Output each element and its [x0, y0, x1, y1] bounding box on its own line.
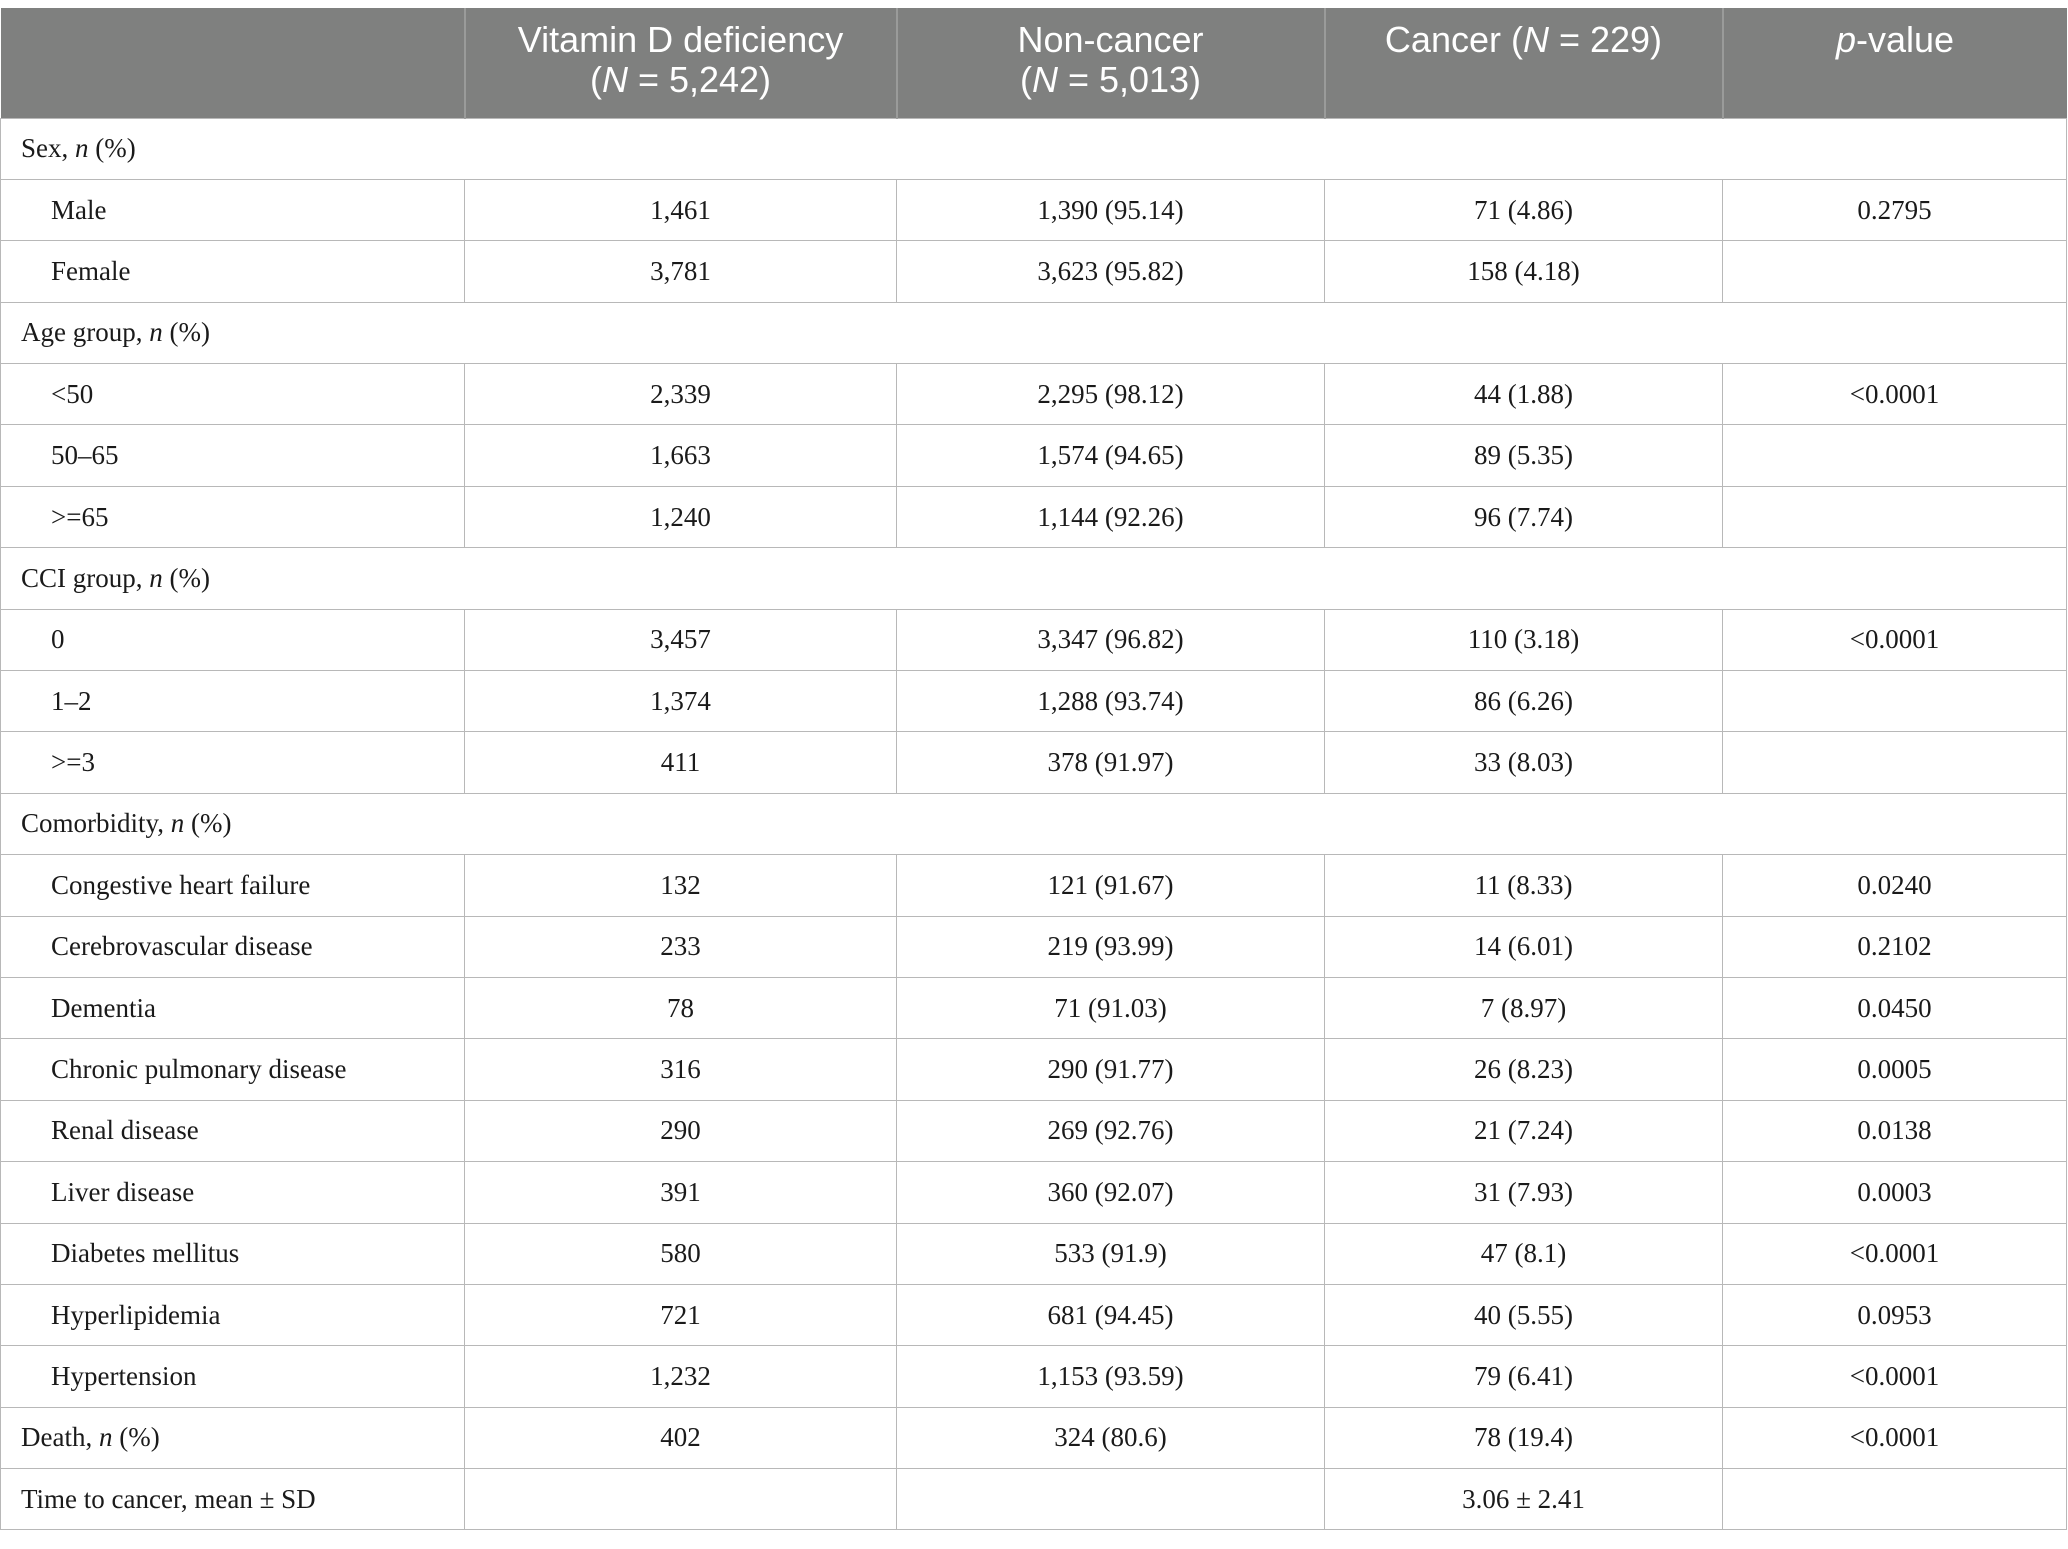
paren: ( — [589, 59, 602, 100]
cell-cancer: 3.06 ± 2.41 — [1325, 1469, 1723, 1530]
cell-cancer: 78 (19.4) — [1325, 1407, 1723, 1468]
n-symbol: n — [170, 808, 185, 839]
cell-non-cancer: 269 (92.76) — [897, 1100, 1325, 1161]
header-vitamin-d-n — [476, 60, 886, 100]
baseline-characteristics-table — [0, 8, 2067, 1530]
cell-non-cancer: 1,144 (92.26) — [897, 486, 1325, 547]
cell-non-cancer: 533 (91.9) — [897, 1223, 1325, 1284]
cell-cancer: 86 (6.26) — [1325, 671, 1723, 732]
section-label — [1, 793, 2067, 854]
header-p-value — [1723, 8, 2067, 118]
cell-cancer: 21 (7.24) — [1325, 1100, 1723, 1161]
table-row — [1, 364, 2067, 425]
cell-cancer: 7 (8.97) — [1325, 977, 1723, 1038]
row-label: Hypertension — [1, 1346, 465, 1407]
n-value: = 229) — [1548, 19, 1663, 60]
cell-vitamin-d: 2,339 — [465, 364, 897, 425]
row-death — [1, 1407, 2067, 1468]
pct-text: (%) — [88, 133, 136, 164]
section-sex — [1, 118, 2067, 179]
cell-non-cancer: 378 (91.97) — [897, 732, 1325, 793]
table-row — [1, 855, 2067, 916]
table-row — [1, 486, 2067, 547]
section-label — [1, 302, 2067, 363]
row-label: >=65 — [1, 486, 465, 547]
cell-vitamin-d: 3,781 — [465, 241, 897, 302]
cell-non-cancer: 3,623 (95.82) — [897, 241, 1325, 302]
table-row — [1, 179, 2067, 240]
label-text: Sex, — [21, 133, 75, 164]
cell-vitamin-d: 132 — [465, 855, 897, 916]
row-label: Congestive heart failure — [1, 855, 465, 916]
header-non-cancer-title: Non-cancer — [1017, 19, 1204, 60]
cell-p-value: 0.0005 — [1723, 1039, 2067, 1100]
cell-p-value: <0.0001 — [1723, 364, 2067, 425]
label-text: Age group, — [21, 317, 150, 348]
cell-p-value: <0.0001 — [1723, 1223, 2067, 1284]
table-row — [1, 241, 2067, 302]
cell-p-value — [1723, 671, 2067, 732]
cell-p-value: 0.2102 — [1723, 916, 2067, 977]
section-label — [1, 118, 2067, 179]
header-cancer-title: Cancer ( — [1384, 19, 1523, 60]
paren: ( — [1019, 59, 1032, 100]
cell-non-cancer: 360 (92.07) — [897, 1162, 1325, 1223]
header-non-cancer-n — [908, 60, 1314, 100]
cell-cancer: 158 (4.18) — [1325, 241, 1723, 302]
table-row — [1, 916, 2067, 977]
n-symbol: n — [149, 562, 163, 593]
cell-p-value — [1723, 1469, 2067, 1530]
label-text: Comorbidity, — [21, 808, 171, 839]
row-label: Female — [1, 241, 465, 302]
row-label: <50 — [1, 364, 465, 425]
section-label — [1, 548, 2067, 609]
cell-non-cancer: 71 (91.03) — [897, 977, 1325, 1038]
table-row — [1, 1162, 2067, 1223]
pct-text: (%) — [162, 562, 210, 593]
table-row — [1, 1223, 2067, 1284]
cell-p-value: 0.2795 — [1723, 179, 2067, 240]
cell-non-cancer: 2,295 (98.12) — [897, 364, 1325, 425]
header-row — [1, 8, 2067, 118]
row-label: >=3 — [1, 732, 465, 793]
row-label: Time to cancer, mean ± SD — [1, 1469, 465, 1530]
cell-cancer: 110 (3.18) — [1325, 609, 1723, 670]
n-symbol: n — [75, 133, 89, 164]
cell-non-cancer: 290 (91.77) — [897, 1039, 1325, 1100]
row-label: Diabetes mellitus — [1, 1223, 465, 1284]
header-vitamin-d — [465, 8, 897, 118]
cell-non-cancer: 1,574 (94.65) — [897, 425, 1325, 486]
cell-vitamin-d: 1,232 — [465, 1346, 897, 1407]
cell-p-value — [1723, 486, 2067, 547]
cell-cancer: 47 (8.1) — [1325, 1223, 1723, 1284]
cell-cancer: 31 (7.93) — [1325, 1162, 1723, 1223]
pct-text: (%) — [112, 1422, 160, 1453]
n-symbol: n — [98, 1422, 113, 1453]
row-label — [1, 1407, 465, 1468]
header-cancer — [1325, 8, 1723, 118]
section-age-group — [1, 302, 2067, 363]
cell-vitamin-d: 290 — [465, 1100, 897, 1161]
table-header — [1, 8, 2067, 118]
section-cci-group — [1, 548, 2067, 609]
cell-non-cancer: 1,153 (93.59) — [897, 1346, 1325, 1407]
cell-p-value: 0.0450 — [1723, 977, 2067, 1038]
cell-vitamin-d: 1,461 — [465, 179, 897, 240]
pct-text: (%) — [184, 808, 232, 839]
table-body — [1, 118, 2067, 1530]
table-row — [1, 1100, 2067, 1161]
cell-cancer: 71 (4.86) — [1325, 179, 1723, 240]
table-row — [1, 425, 2067, 486]
cell-cancer: 96 (7.74) — [1325, 486, 1723, 547]
cell-non-cancer: 1,288 (93.74) — [897, 671, 1325, 732]
row-label: Dementia — [1, 977, 465, 1038]
table-row — [1, 732, 2067, 793]
n-value: = 5,013) — [1057, 59, 1202, 100]
n-symbol: N — [1522, 19, 1549, 60]
cell-cancer: 44 (1.88) — [1325, 364, 1723, 425]
cell-p-value: <0.0001 — [1723, 609, 2067, 670]
n-symbol: N — [1031, 59, 1058, 100]
n-value: = 5,242) — [627, 59, 772, 100]
cell-vitamin-d: 1,663 — [465, 425, 897, 486]
cell-vitamin-d: 1,240 — [465, 486, 897, 547]
cell-non-cancer: 1,390 (95.14) — [897, 179, 1325, 240]
cell-vitamin-d — [465, 1469, 897, 1530]
cell-vitamin-d: 1,374 — [465, 671, 897, 732]
row-label: 0 — [1, 609, 465, 670]
table-row — [1, 977, 2067, 1038]
cell-vitamin-d: 3,457 — [465, 609, 897, 670]
row-time-to-cancer — [1, 1469, 2067, 1530]
pct-text: (%) — [162, 317, 210, 348]
cell-vitamin-d: 402 — [465, 1407, 897, 1468]
cell-non-cancer: 121 (91.67) — [897, 855, 1325, 916]
cell-vitamin-d: 580 — [465, 1223, 897, 1284]
n-symbol: N — [601, 59, 628, 100]
n-symbol: n — [149, 317, 163, 348]
cell-p-value: <0.0001 — [1723, 1407, 2067, 1468]
p-symbol: p — [1835, 19, 1856, 60]
cell-vitamin-d: 391 — [465, 1162, 897, 1223]
cell-p-value: 0.0240 — [1723, 855, 2067, 916]
row-label: Renal disease — [1, 1100, 465, 1161]
table-row — [1, 1039, 2067, 1100]
cell-vitamin-d: 233 — [465, 916, 897, 977]
cell-cancer: 26 (8.23) — [1325, 1039, 1723, 1100]
p-value-suffix: -value — [1855, 19, 1955, 60]
header-vitamin-d-title: Vitamin D deficiency — [517, 19, 844, 60]
row-label: 1–2 — [1, 671, 465, 732]
cell-cancer: 40 (5.55) — [1325, 1284, 1723, 1345]
header-blank — [1, 8, 465, 118]
table-row — [1, 671, 2067, 732]
cell-non-cancer: 3,347 (96.82) — [897, 609, 1325, 670]
cell-cancer: 33 (8.03) — [1325, 732, 1723, 793]
cell-vitamin-d: 721 — [465, 1284, 897, 1345]
table-row — [1, 1346, 2067, 1407]
row-label: Chronic pulmonary disease — [1, 1039, 465, 1100]
cell-cancer: 11 (8.33) — [1325, 855, 1723, 916]
cell-p-value: 0.0003 — [1723, 1162, 2067, 1223]
cell-vitamin-d: 316 — [465, 1039, 897, 1100]
cell-cancer: 14 (6.01) — [1325, 916, 1723, 977]
section-comorbidity — [1, 793, 2067, 854]
cell-p-value — [1723, 732, 2067, 793]
row-label: Male — [1, 179, 465, 240]
row-label: Liver disease — [1, 1162, 465, 1223]
cell-p-value: 0.0953 — [1723, 1284, 2067, 1345]
cell-non-cancer: 219 (93.99) — [897, 916, 1325, 977]
row-label: Cerebrovascular disease — [1, 916, 465, 977]
label-text: Death, — [21, 1422, 99, 1453]
cell-non-cancer: 324 (80.6) — [897, 1407, 1325, 1468]
cell-non-cancer — [897, 1469, 1325, 1530]
cell-p-value: 0.0138 — [1723, 1100, 2067, 1161]
cell-non-cancer: 681 (94.45) — [897, 1284, 1325, 1345]
cell-vitamin-d: 78 — [465, 977, 897, 1038]
header-non-cancer — [897, 8, 1325, 118]
row-label: 50–65 — [1, 425, 465, 486]
cell-vitamin-d: 411 — [465, 732, 897, 793]
cell-p-value — [1723, 425, 2067, 486]
cell-p-value: <0.0001 — [1723, 1346, 2067, 1407]
table-row — [1, 609, 2067, 670]
cell-p-value — [1723, 241, 2067, 302]
table-row — [1, 1284, 2067, 1345]
cell-cancer: 89 (5.35) — [1325, 425, 1723, 486]
row-label: Hyperlipidemia — [1, 1284, 465, 1345]
cell-cancer: 79 (6.41) — [1325, 1346, 1723, 1407]
label-text: CCI group, — [21, 562, 150, 593]
